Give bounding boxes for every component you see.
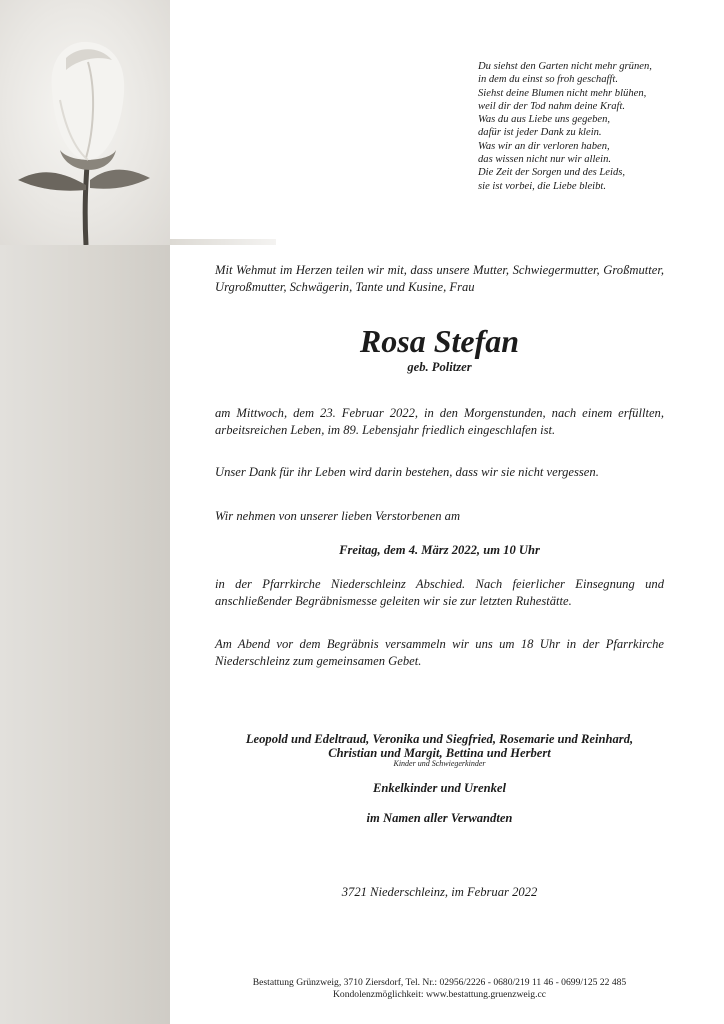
poem-line: das wissen nicht nur wir allein. bbox=[478, 154, 612, 166]
poem-line: Du siehst den Garten nicht mehr grünen, bbox=[478, 61, 652, 72]
poem-line: in dem du einst so froh geschafft. bbox=[478, 74, 618, 86]
poem-line: Was du aus Liebe uns gegeben, bbox=[478, 114, 611, 126]
relatives: im Namen aller Verwandten bbox=[366, 811, 513, 825]
intro-text: Mit Wehmut im Herzen teilen wir mit, dass unsere Mutter, Schwiegermutter, Großmutter, Urgroßmutter, Schwägerin, Tante und Kusine, Frau bbox=[215, 263, 664, 294]
poem-line: sie ist vorbei, die Liebe bleibt. bbox=[478, 180, 606, 192]
gratitude-text: Unser Dank für ihr Leben wird darin bestehen, dass wir sie nicht vergessen. bbox=[215, 465, 599, 479]
birth-name: geb. Politzer bbox=[407, 360, 472, 374]
footer bbox=[215, 977, 664, 1001]
mourners-children-line2: Christian und Margit, Bettina und Herbert bbox=[328, 746, 551, 760]
footer-contact: Bestattung Grünzweig, 3710 Ziersdorf, Tel. Nr.: 02956/2226 - 0680/219 11 46 - 0699/125 22 485 bbox=[252, 977, 627, 988]
place-date: 3721 Niederschleinz, im Februar 2022 bbox=[341, 885, 538, 899]
funeral-date: Freitag, dem 4. März 2022, um 10 Uhr bbox=[339, 543, 540, 557]
deceased-name: Rosa Stefan bbox=[359, 323, 520, 359]
poem-line: weil dir der Tod nahm deine Kraft. bbox=[478, 100, 626, 112]
decorative-line bbox=[170, 239, 276, 245]
rose-image bbox=[0, 0, 170, 245]
poem bbox=[478, 60, 698, 193]
funeral-details: in der Pfarrkirche Niederschleinz Abschied. Nach feierlicher Einsegnung und anschließender Begräbnismesse geleiten wir sie zur letzten Ruhestätte. bbox=[215, 577, 664, 608]
poem-line: Was wir an dir verloren haben, bbox=[478, 140, 610, 152]
children-caption: Kinder und Schwiegerkinder bbox=[393, 759, 486, 768]
poem-line: Die Zeit der Sorgen und des Leids, bbox=[478, 167, 626, 179]
white-rose-icon bbox=[0, 0, 170, 245]
poem-line: dafür ist jeder Dank zu klein. bbox=[478, 127, 602, 139]
mourners-children-line1: Leopold und Edeltraud, Veronika und Siegfried, Rosemarie und Reinhard, bbox=[245, 732, 634, 746]
footer-condolence: Kondolenzmöglichkeit: www.bestattung.gruenzweig.cc bbox=[332, 989, 547, 1000]
grandchildren: Enkelkinder und Urenkel bbox=[373, 781, 506, 795]
death-notice: am Mittwoch, dem 23. Februar 2022, in den Morgenstunden, nach einem erfüllten, arbeitsreichen Leben, im 89. Lebensjahr friedlich eingeschlafen ist. bbox=[215, 406, 664, 437]
prayer-notice: Am Abend vor dem Begräbnis versammeln wir uns um 18 Uhr in der Pfarrkirche Niederschleinz zum gemeinsamen Gebet. bbox=[215, 637, 664, 668]
poem-line: Siehst deine Blumen nicht mehr blühen, bbox=[478, 87, 647, 99]
farewell-intro: Wir nehmen von unserer lieben Verstorbenen am bbox=[215, 509, 461, 523]
